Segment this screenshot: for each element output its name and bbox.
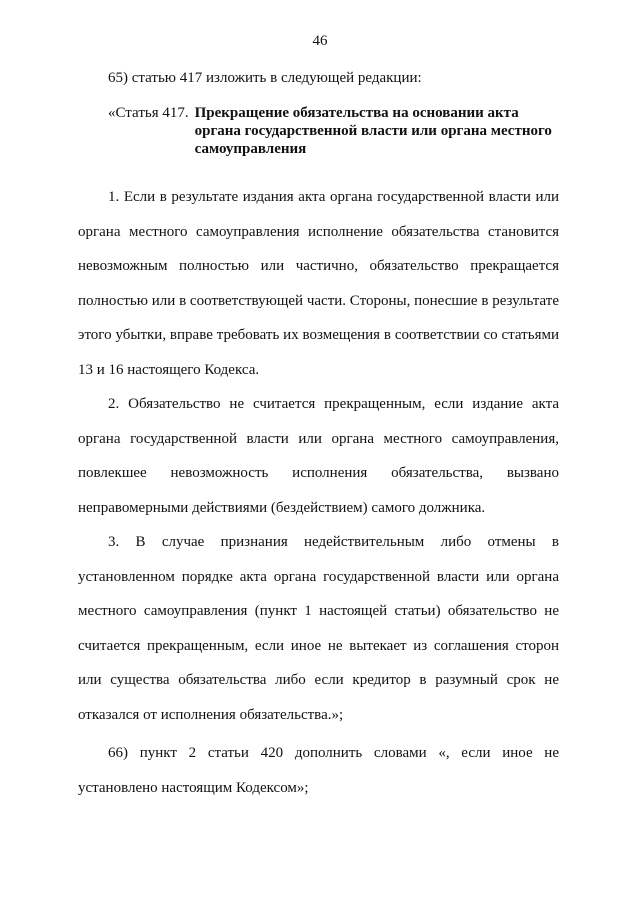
article-title: Прекращение обязательства на основании акта органа государственной власти или органа местного самоуправления	[194, 105, 552, 157]
document-body	[78, 66, 559, 805]
article-paragraph-2: 2. Обязательство не считается прекращенным, если издание акта органа государственной власти или органа местного самоуправления, повлекшее невозможность исполнения обязательства, вызвано неправомерными действиями (бездействием) самого должника.	[78, 396, 559, 516]
amendment-item-65: 65) статью 417 изложить в следующей редакции:	[108, 70, 422, 86]
article-paragraph-3: 3. В случае признания недействительным либо отмены в установленном порядке акта органа государственной власти или органа местного самоуправления (пункт 1 настоящей статьи) обязательство не считается прекращенным, если иное не вытекает из соглашения сторон или существа обязательства либо если кредитор в разумный срок не отказался от исполнения обязательства.»;	[78, 534, 559, 723]
article-number: «Статья 417.	[108, 105, 189, 121]
article-paragraph-1: 1. Если в результате издания акта органа государственной власти или органа местного самоуправления исполнение обязательства становится невозможным полностью или частично, обязательство прекращается полностью или в соответствующей части. Стороны, понесшие в результате этого убытки, вправе требовать их возмещения в соответствии со статьями 13 и 16 настоящего Кодекса.	[78, 189, 559, 378]
page-number: 46	[312, 33, 328, 49]
article-heading	[78, 104, 559, 158]
amendment-item-66: 66) пункт 2 статьи 420 дополнить словами «, если иное не установлено настоящим Кодексом»;	[78, 745, 559, 796]
